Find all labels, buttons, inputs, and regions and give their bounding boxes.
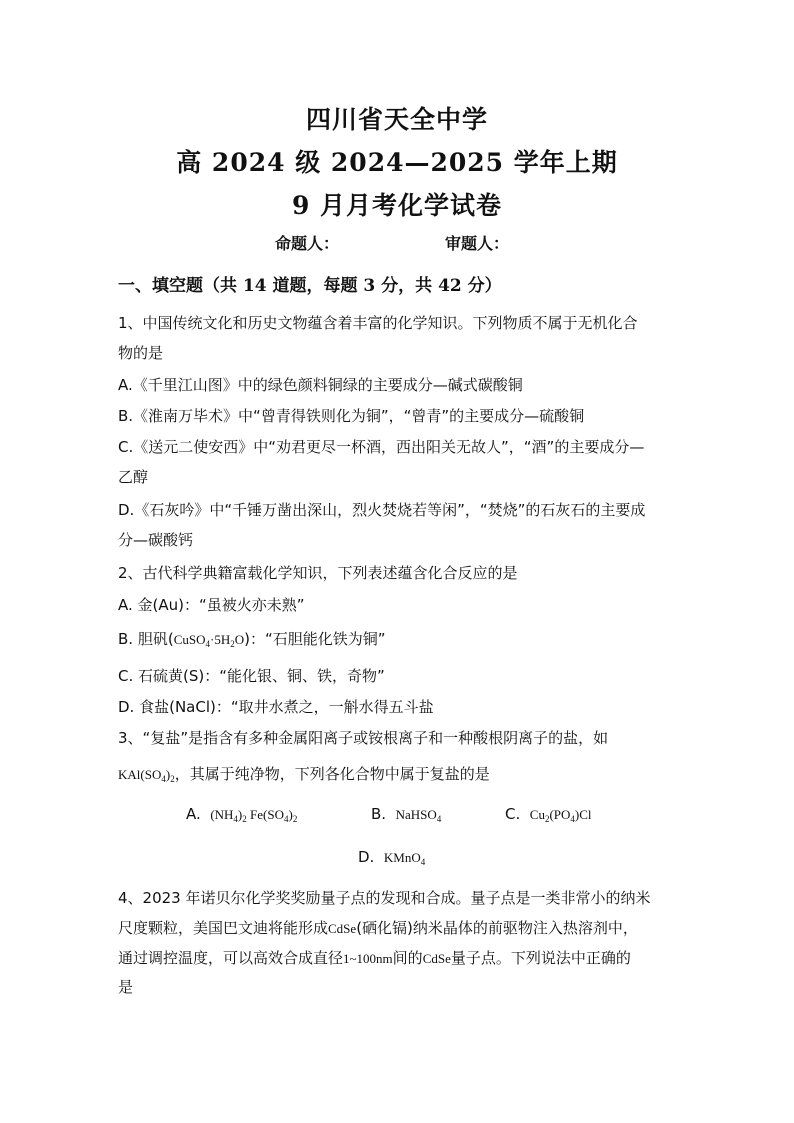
q3-option-a: A. $(NH_4)_2$ $Fe(SO_4)_2$ [186,805,298,824]
school-title: 四川省天全中学 [305,105,488,134]
q3-example-formula: $KAl(SO_4)_2$ [118,767,175,784]
q1-option-c-line1: C.《送元二使安西》中“劝君更尽一杯酒，西出阳关无故人”，“酒”的主要成分— [118,438,645,456]
author-label: 命题人： [275,234,340,253]
q1-option-b: B.《淮南万毕术》中“曾青得铁则化为铜”，“曾青”的主要成分—硫酸铜 [118,407,585,425]
q4-line3: 通过调控温度，可以高效合成直径1~100nm间的CdSe量子点。下列说法中正确的 [118,949,631,967]
grade-term-title: 高 2024 级 2024—2025 学年上期 [176,148,618,177]
reviewer-label: 审题人： [445,234,510,253]
q4-line1: 4、2023 年诺贝尔化学奖奖励量子点的发现和合成。量子点是一类非常小的纳米 [118,889,651,907]
section-heading: 一、填空题（共 14 道题，每题 3 分，共 42 分） [118,276,502,296]
q2-option-b-suffix: )：“石胆能化铁为铜” [244,630,386,648]
q4-line2: 尺度颗粒，美国巴文迪将能形成CdSe(硒化镉)纳米晶体的前驱物注入热溶剂中， [118,919,638,937]
q2-option-b [118,628,386,649]
q4-line4: 是 [118,978,134,996]
q2-option-d: D. 食盐(NaCl)：“取井水煮之，一斛水得五斗盐 [118,698,434,716]
q3-option-b: B. NaHSO$_4$ [371,805,442,824]
q1-option-c-line2: 乙醇 [118,468,149,486]
q2-option-b-formula: $CuSO_4\cdot 5H_2O$ [173,632,245,649]
q3-stem-line2: $KAl(SO_4)_2$，其属于纯净物，下列各化合物中属于复盐的是 [118,765,490,784]
q1-stem-line2: 物的是 [118,344,164,362]
q1-option-a: A.《千里江山图》中的绿色颜料铜绿的主要成分—碱式碳酸铜 [118,376,523,394]
q3-option-c: C. $Cu_2(PO_4)Cl$ [505,805,592,824]
q1-stem-line1: 1、中国传统文化和历史文物蕴含着丰富的化学知识。下列物质不属于无机化合 [118,314,638,332]
q2-option-a: A. 金(Au)：“虽被火亦未熟” [118,596,305,614]
exam-title: 9 月月考化学试卷 [291,191,503,220]
q1-option-d-line1: D.《石灰吟》中“千锤万凿出深山，烈火焚烧若等闲”，“焚烧”的石灰石的主要成 [118,501,646,519]
q1-option-d-line2: 分—碳酸钙 [118,531,194,549]
q2-stem: 2、古代科学典籍富载化学知识，下列表述蕴含化合反应的是 [118,564,518,582]
q2-option-b-prefix: B. 胆矾( [118,630,174,648]
q2-option-c: C. 石硫黄(S)：“能化银、铜、铁，奇物” [118,667,385,685]
q3-option-d: D. KMnO$_4$ [358,848,426,867]
q3-stem-line1: 3、“复盐”是指含有多种金属阳离子或铵根离子和一种酸根阴离子的盐，如 [118,729,609,747]
